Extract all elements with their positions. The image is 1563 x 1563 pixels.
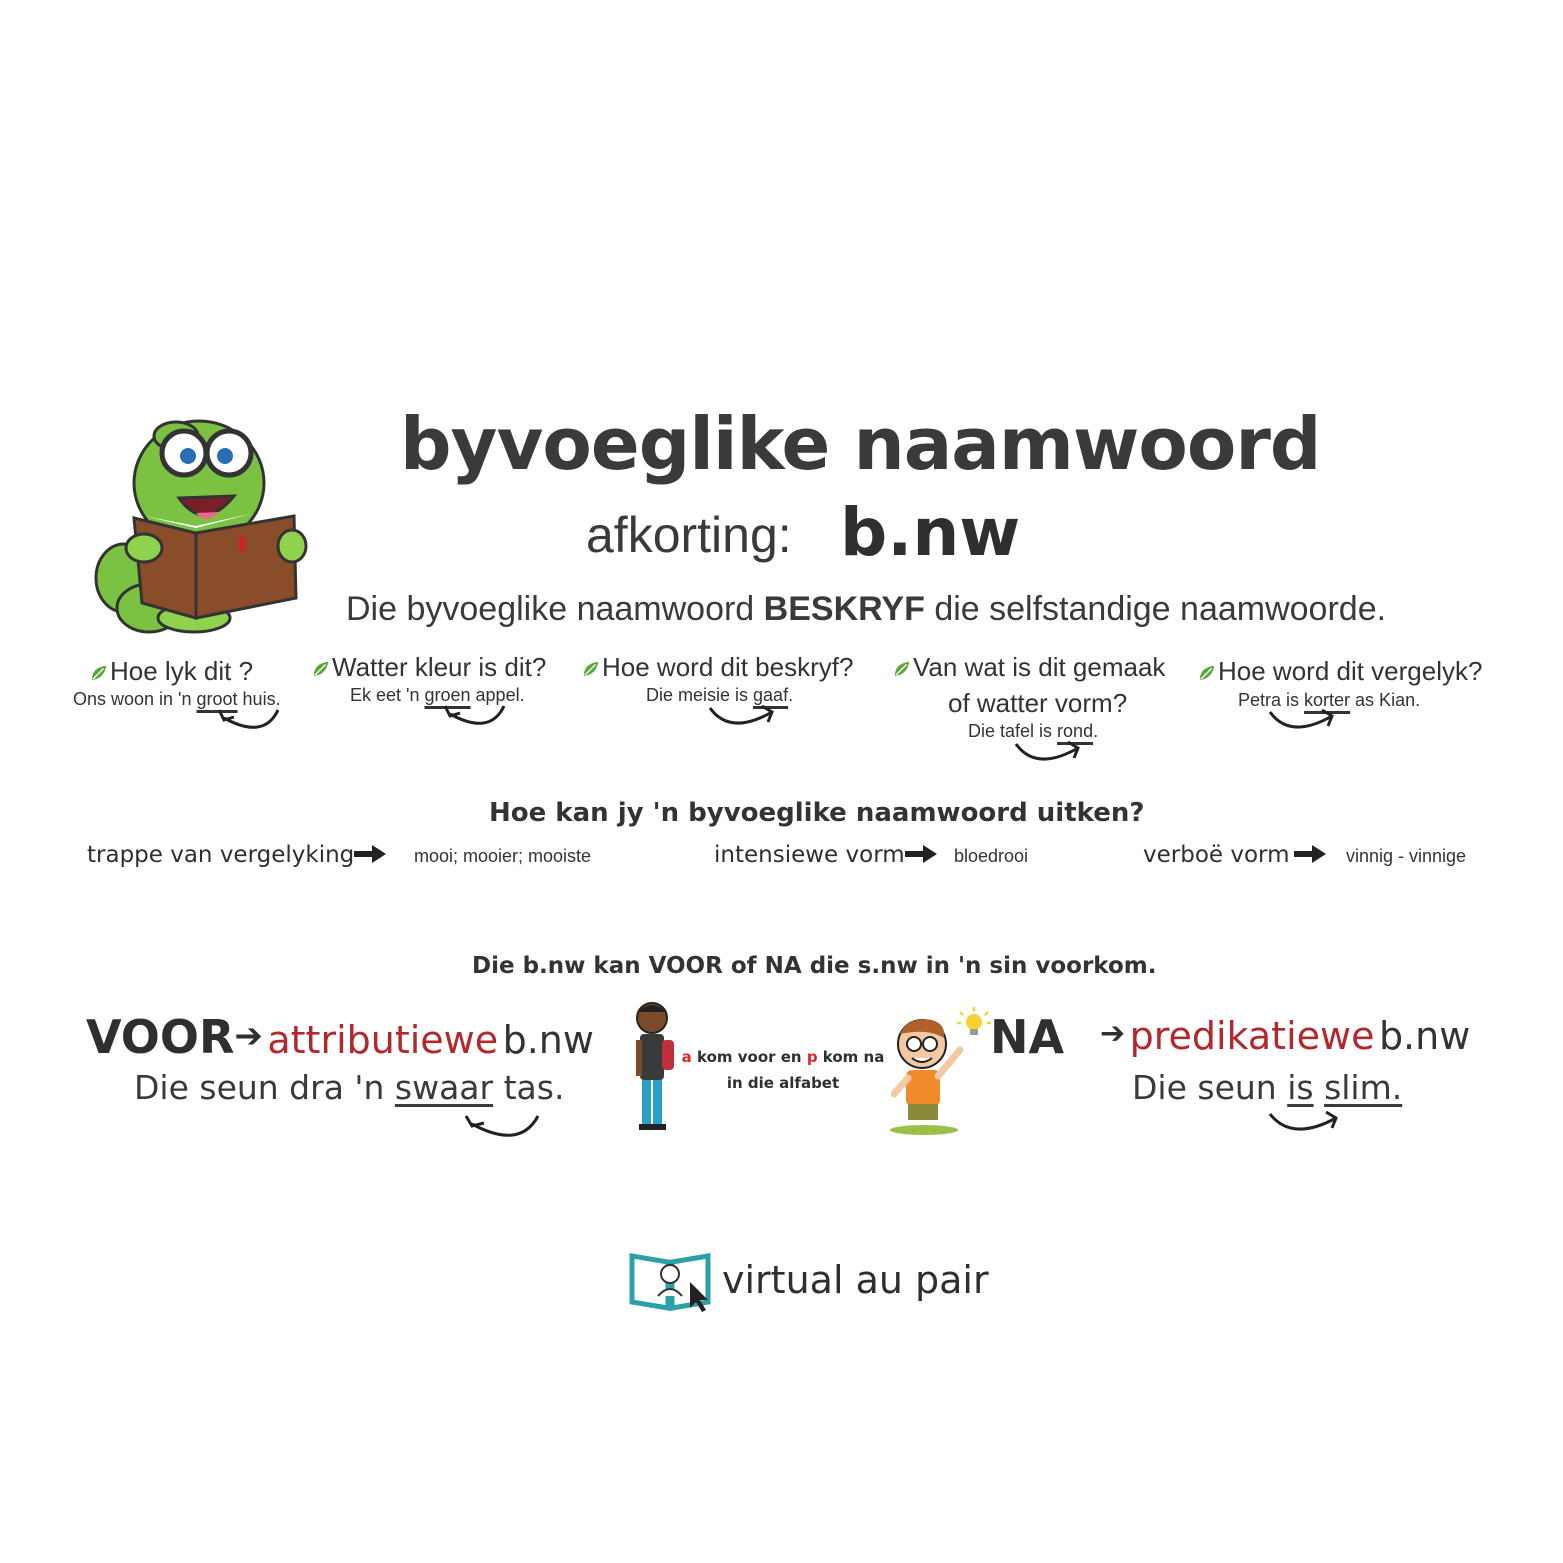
- right-arrow-icon: [1294, 843, 1326, 865]
- form-intensiewe: [714, 842, 937, 868]
- adjective-abbreviation: b.nw: [1378, 1014, 1471, 1058]
- question-4: [893, 652, 1165, 683]
- form-label: trappe van vergelyking: [87, 842, 355, 868]
- form-example: mooi; mooier; mooiste: [414, 846, 592, 866]
- question-text: Watter kleur is dit?: [332, 652, 547, 682]
- form-label: intensiewe vorm: [714, 842, 905, 868]
- question-text: Van wat is dit gemaak: [913, 652, 1166, 682]
- leaf-icon: [1198, 664, 1216, 682]
- form-example: vinnig - vinnige: [1346, 846, 1467, 866]
- adjective-abbreviation: b.nw: [502, 1018, 594, 1062]
- question-text: Hoe word dit vergelyk?: [1218, 656, 1483, 686]
- curved-arrow-icon: [440, 702, 510, 732]
- na-label: NA: [990, 1010, 1065, 1064]
- lightbulb-icon: [956, 1006, 992, 1042]
- question-text: Hoe word dit beskryf?: [602, 652, 854, 682]
- abbreviation-label: afkorting:: [586, 507, 792, 563]
- right-arrow-icon: [905, 843, 937, 865]
- form-label: verboë vorm: [1143, 842, 1290, 868]
- na-row: [1100, 1014, 1470, 1058]
- question-1: [90, 656, 253, 687]
- book-cursor-logo-icon: [628, 1246, 714, 1316]
- form-example: bloedrooi: [954, 846, 1029, 866]
- voor-row: [86, 1010, 594, 1064]
- example-3: Die meisie is gaaf.: [646, 685, 794, 705]
- leaf-icon: [893, 660, 911, 678]
- curved-arrow-icon: [706, 702, 782, 732]
- arrow-symbol: ➔: [234, 1016, 263, 1056]
- na-sentence: Die seun is slim.: [1132, 1068, 1403, 1107]
- leaf-icon: [90, 664, 108, 682]
- form-verboe: [1143, 842, 1326, 868]
- position-heading: Die b.nw kan VOOR of NA die s.nw in 'n sin voorkom.: [472, 953, 1157, 979]
- caterpillar-reading-icon: [84, 408, 309, 633]
- adjective-highlight: rond: [1057, 721, 1094, 741]
- example-2: Ek eet 'n groen appel.: [350, 685, 525, 705]
- voor-label: VOOR: [86, 1010, 235, 1064]
- example-1: Ons woon in 'n groot huis.: [73, 689, 281, 709]
- adjective-highlight: slim.: [1324, 1068, 1403, 1107]
- description-bold: BESKRYF: [763, 590, 925, 628]
- boy-icon: [628, 1000, 676, 1134]
- page-title: byvoeglike naamwoord: [400, 402, 1321, 486]
- question-4-line2: of watter vorm?: [948, 688, 1128, 718]
- description: [346, 590, 1386, 629]
- adjective-highlight: korter: [1304, 690, 1351, 710]
- curved-arrow-icon: [1012, 738, 1088, 768]
- question-text: Hoe lyk dit ?: [110, 656, 254, 686]
- question-3: [582, 652, 853, 683]
- curved-arrow-icon: [1266, 1108, 1346, 1138]
- verb-highlight: is: [1287, 1068, 1314, 1107]
- form-trappe: [87, 842, 386, 868]
- adjective-highlight: groen: [424, 685, 471, 705]
- adjective-highlight: swaar: [394, 1068, 494, 1107]
- arrow-symbol: ➔: [1100, 1016, 1126, 1051]
- curved-arrow-icon: [214, 706, 284, 736]
- curved-arrow-icon: [460, 1110, 544, 1144]
- question-5: [1198, 656, 1482, 687]
- curved-arrow-icon: [1266, 706, 1342, 736]
- voor-sentence: Die seun dra 'n swaar tas.: [134, 1068, 565, 1107]
- recognize-heading: Hoe kan jy 'n byvoeglike naamwoord uitken?: [489, 798, 1145, 828]
- description-text-end: die selfstandige naamwoorde.: [924, 590, 1387, 628]
- example-5: Petra is korter as Kian.: [1238, 690, 1421, 710]
- description-text: Die byvoeglike naamwoord: [346, 590, 764, 628]
- attributive-label: attributiewe: [267, 1018, 499, 1062]
- alphabet-note: a kom voor en p kom na in die alfabet: [681, 1048, 885, 1092]
- predicative-label: predikatiewe: [1129, 1014, 1375, 1058]
- abbreviation-value: b.nw: [840, 494, 1021, 571]
- adjective-highlight: groot: [196, 689, 238, 709]
- brand-name: virtual au pair: [722, 1258, 989, 1302]
- question-2: [312, 652, 546, 683]
- right-arrow-icon: [354, 843, 386, 865]
- adjective-highlight: gaaf: [753, 685, 789, 705]
- leaf-icon: [312, 660, 330, 678]
- example-4: Die tafel is rond.: [968, 721, 1099, 741]
- leaf-icon: [582, 660, 600, 678]
